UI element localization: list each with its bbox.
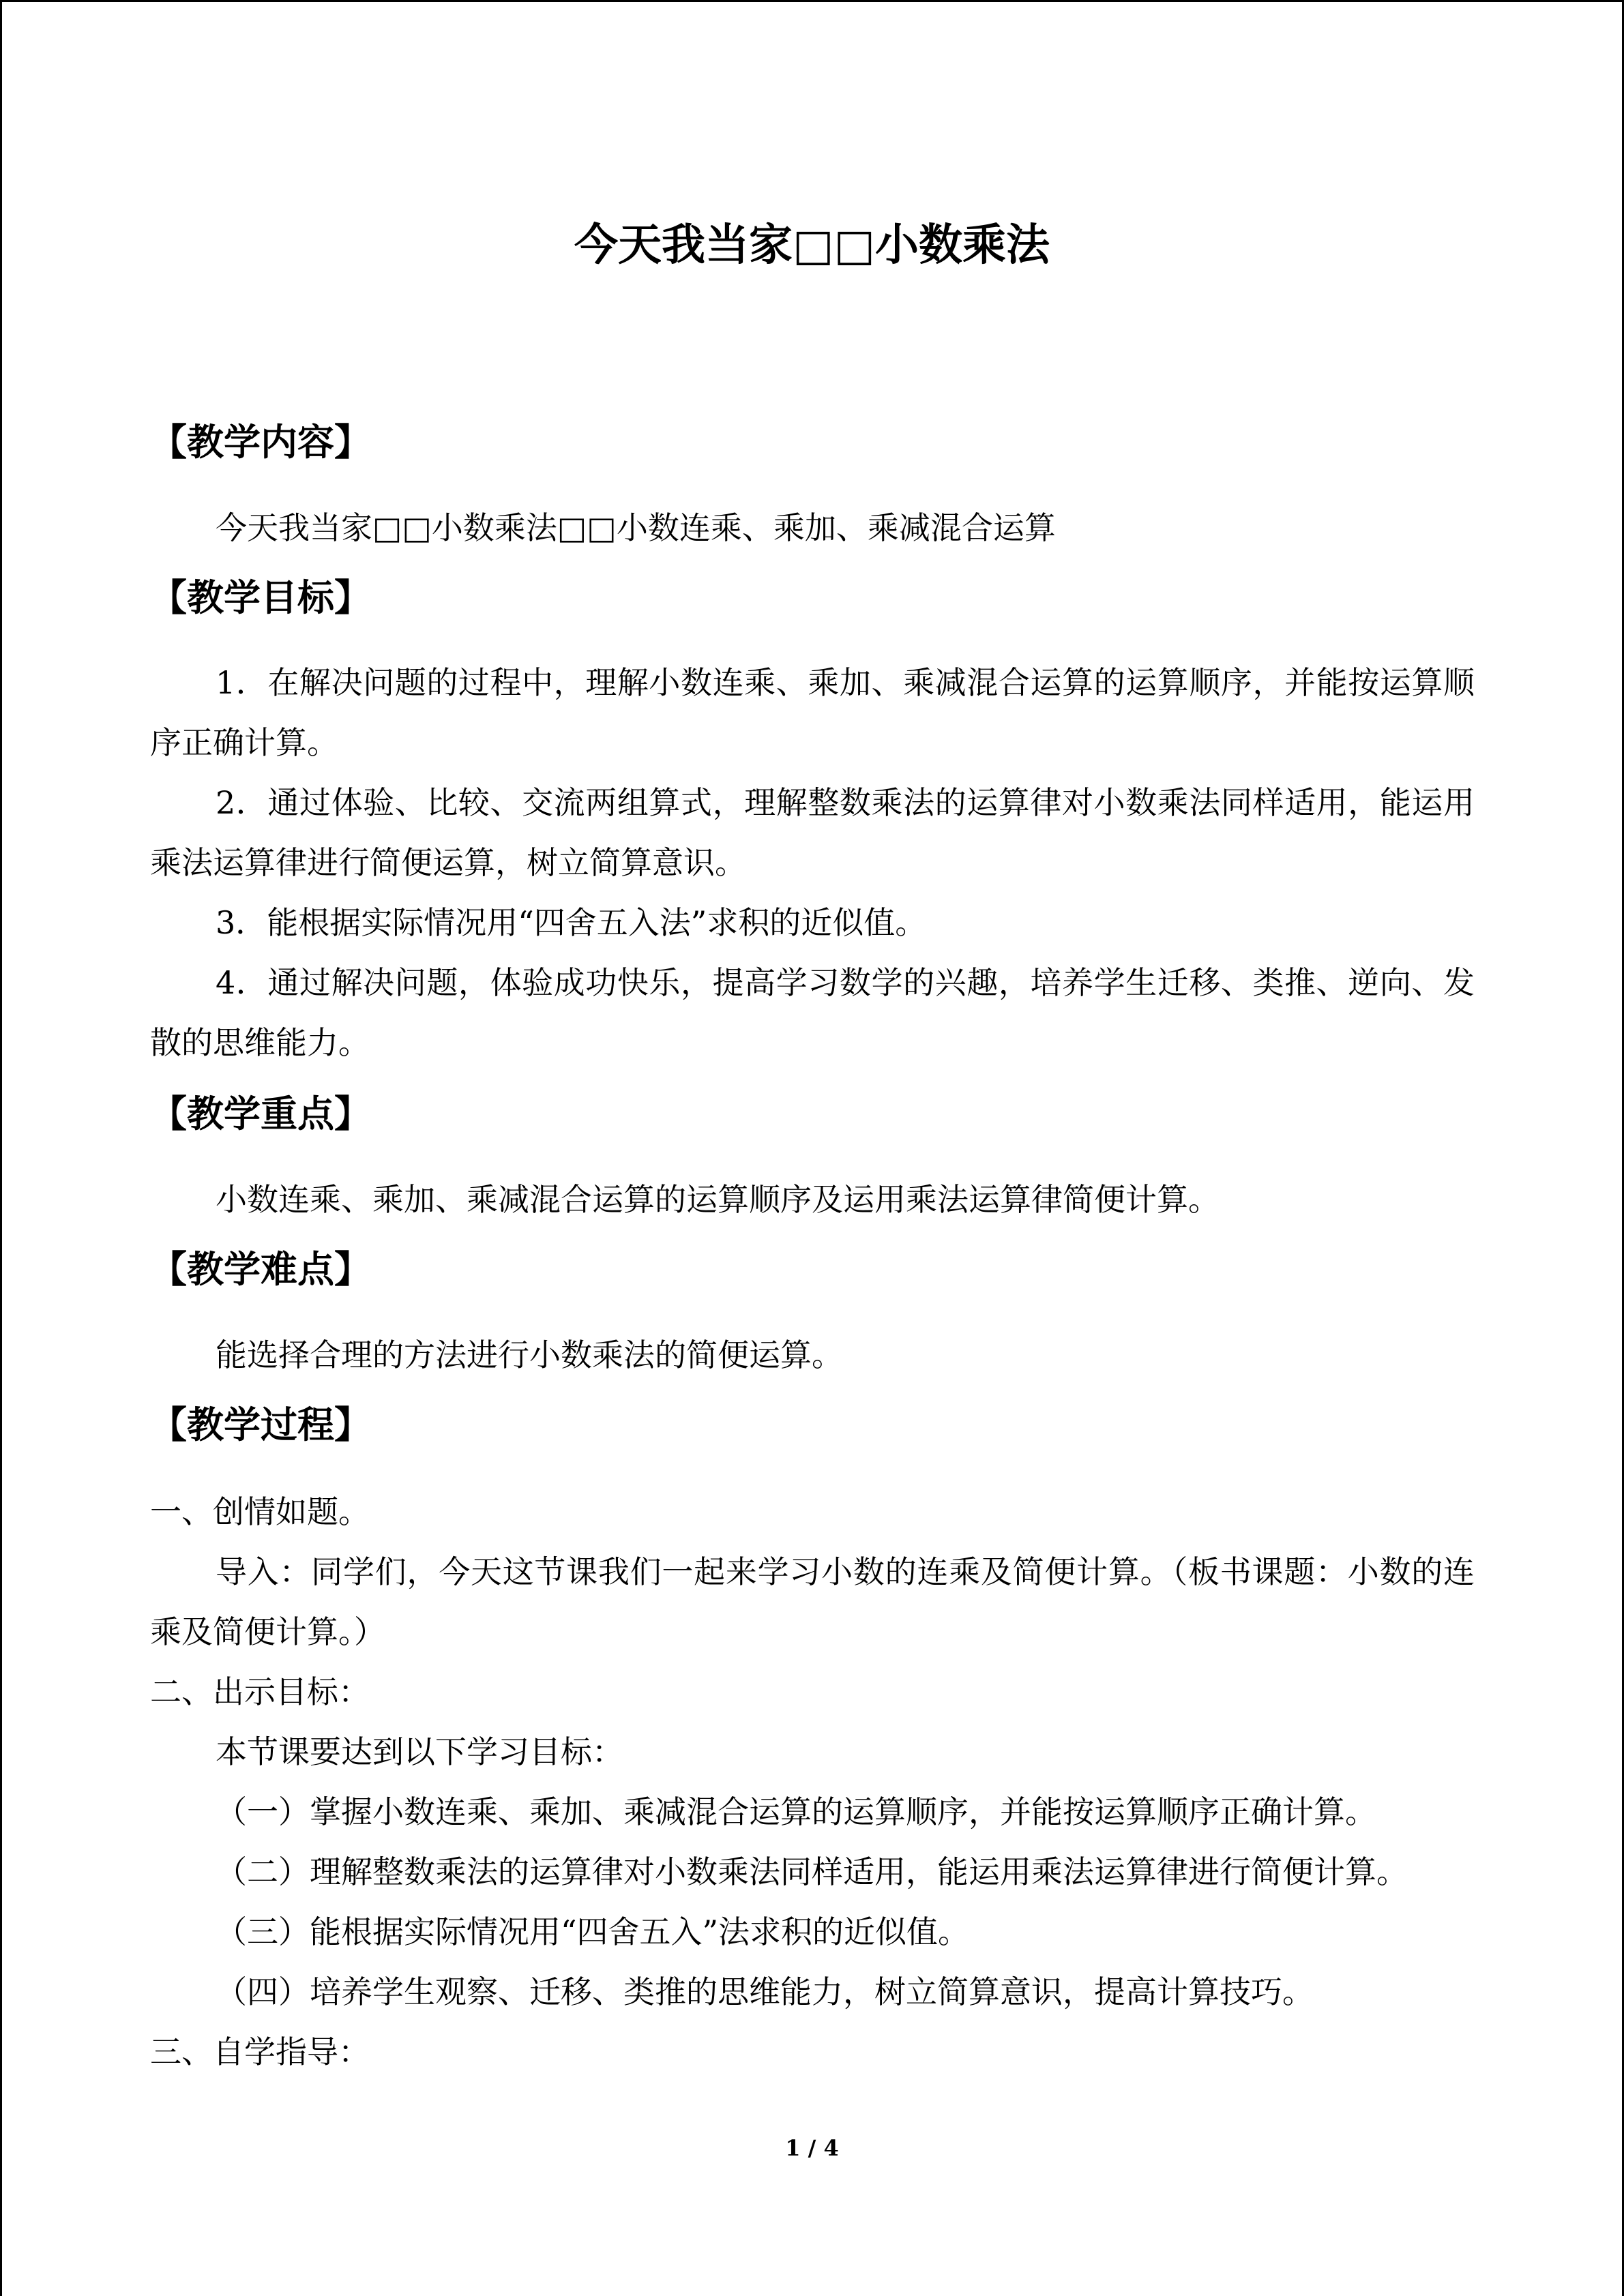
content-text: 今天我当家□□小数乘法□□小数连乘、乘加、乘减混合运算	[216, 509, 1056, 546]
heading-goals: 【教学目标】	[150, 576, 371, 619]
goal-item-3: 3．能根据实际情况用“四舍五入法”求积的近似值。	[216, 904, 927, 941]
process-sub-goal-2: （二）理解整数乘法的运算律对小数乘法同样适用，能运用乘法运算律进行简便计算。	[216, 1853, 1408, 1890]
goal-item-1: 1．在解决问题的过程中，理解小数连乘、乘加、乘减混合运算的运算顺序，并能按运算顺序正确计算。	[150, 664, 1475, 761]
key-points-text: 小数连乘、乘加、乘减混合运算的运算顺序及运用乘法运算律简便计算。	[216, 1181, 1220, 1218]
heading-difficulty: 【教学难点】	[150, 1247, 371, 1291]
difficulty-text: 能选择合理的方法进行小数乘法的简便运算。	[216, 1337, 843, 1373]
heading-content: 【教学内容】	[150, 420, 371, 464]
document-title: 今天我当家□□小数乘法	[574, 220, 1050, 271]
process-sub-goal-4: （四）培养学生观察、迁移、类推的思维能力，树立简算意识，提高计算技巧。	[216, 1973, 1314, 2010]
process-sub-goal-3: （三）能根据实际情况用“四舍五入”法求积的近似值。	[216, 1913, 970, 1950]
process-intro: 导入：同学们，今天这节课我们一起来学习小数的连乘及简便计算。（板书课题：小数的连乘及简便计算。）	[150, 1553, 1475, 1650]
goal-item-2: 2．通过体验、比较、交流两组算式，理解整数乘法的运算律对小数乘法同样适用，能运用乘法运算律进行简便运算，树立简算意识。	[150, 784, 1475, 881]
process-step-3: 三、自学指导：	[150, 2033, 370, 2070]
heading-process: 【教学过程】	[150, 1403, 371, 1446]
heading-key-points: 【教学重点】	[150, 1092, 371, 1135]
page-number: 1 / 4	[785, 2135, 839, 2161]
process-sub-goal-1: （一）掌握小数连乘、乘加、乘减混合运算的运算顺序，并能按运算顺序正确计算。	[216, 1793, 1376, 1830]
process-step-2: 二、出示目标：	[150, 1673, 370, 1710]
goal-item-4: 4．通过解决问题，体验成功快乐，提高学习数学的兴趣，培养学生迁移、类推、逆向、发散的思维能力。	[150, 964, 1475, 1061]
process-step-1: 一、创情如题。	[150, 1493, 370, 1530]
process-goals-intro: 本节课要达到以下学习目标：	[216, 1733, 623, 1770]
